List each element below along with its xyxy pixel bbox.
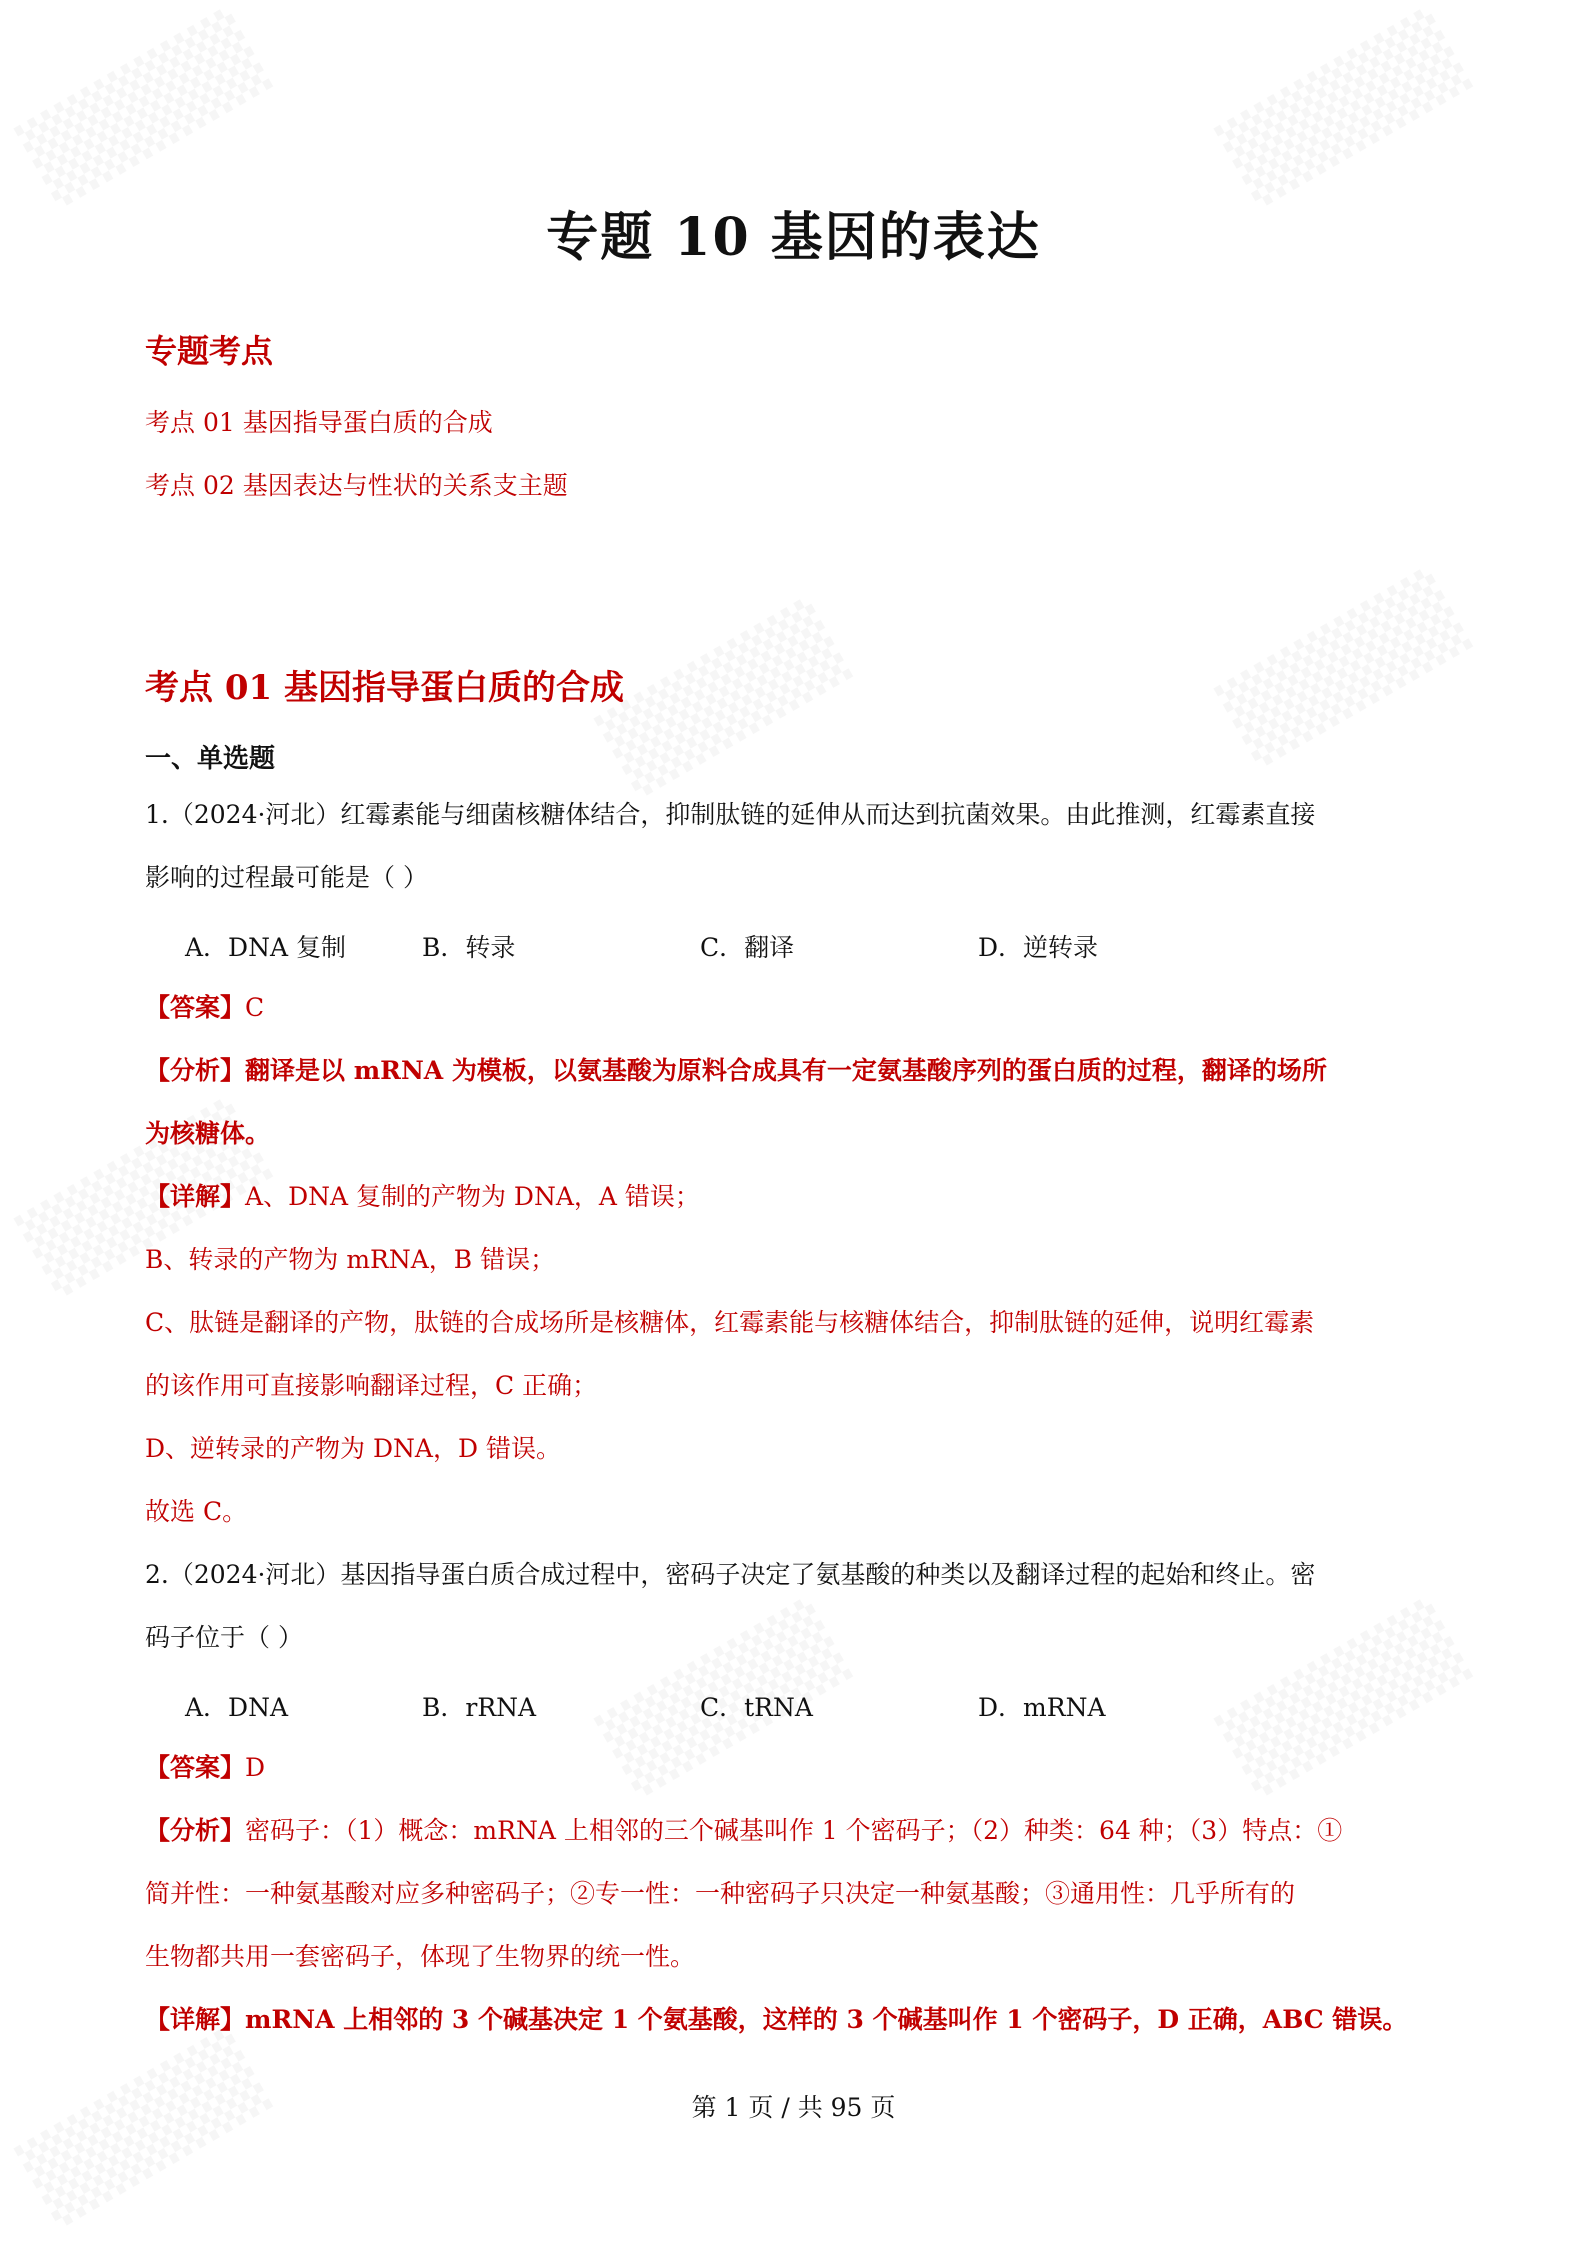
answer-value: C <box>245 993 265 1022</box>
question-2-answer <box>145 1751 1445 1785</box>
question-1-stem: 1.（2024·河北）红霉素能与细菌核糖体结合，抑制肽链的延伸从而达到抗菌效果。由此推测，红霉素直接 <box>145 800 1316 829</box>
question-2-analysis-cont-2: 生物都共用一套密码子，体现了生物界的统一性。 <box>145 1942 696 1971</box>
option-a: A．DNA 复制 <box>185 933 346 962</box>
detail-text: mRNA 上相邻的 3 个碱基决定 1 个氨基酸，这样的 3 个碱基叫作 1 个密码子，D 正确，ABC 错误。 <box>245 2005 1408 2034</box>
analysis-text: 密码子：（1）概念：mRNA 上相邻的三个碱基叫作 1 个密码子；（2）种类：64 种；（3）特点：① <box>245 1816 1343 1845</box>
option-d: D．mRNA <box>978 1693 1106 1722</box>
detail-d: D、逆转录的产物为 DNA，D 错误。 <box>145 1434 561 1463</box>
watermark <box>593 595 853 799</box>
page-title: 专题 10 基因的表达 <box>546 207 1041 268</box>
question-1-detail <box>145 1180 1445 1214</box>
answer-value: D <box>245 1753 266 1782</box>
option-c: C．tRNA <box>700 1693 813 1722</box>
watermark <box>13 5 273 209</box>
question-1-conclusion: 故选 C。 <box>145 1497 248 1526</box>
answer-tag: 【答案】 <box>145 1753 246 1782</box>
toc-item-1[interactable]: 考点 01 基因指导蛋白质的合成 <box>145 408 493 437</box>
option-b: B．rRNA <box>422 1693 537 1722</box>
answer-tag: 【答案】 <box>145 993 246 1022</box>
detail-c: C、肽链是翻译的产物，肽链的合成场所是核糖体，红霉素能与核糖体结合，抑制肽链的延伸，说明红霉素 <box>145 1308 1315 1337</box>
analysis-text: 翻译是以 mRNA 为模板，以氨基酸为原料合成具有一定氨基酸序列的蛋白质的过程，翻译的场所 <box>245 1056 1327 1085</box>
toc-heading: 专题考点 <box>145 332 274 370</box>
question-2-detail <box>145 2003 1445 2037</box>
detail-tag: 【详解】 <box>145 2005 246 2034</box>
option-b: B．转录 <box>422 933 516 962</box>
option-d: D．逆转录 <box>978 933 1099 962</box>
detail-c-cont: 的该作用可直接影响翻译过程，C 正确； <box>145 1371 598 1400</box>
detail-a: A、DNA 复制的产物为 DNA，A 错误； <box>245 1182 700 1211</box>
question-1-analysis <box>145 1054 1445 1088</box>
analysis-tag: 【分析】 <box>145 1816 246 1845</box>
option-a: A．DNA <box>185 1693 289 1722</box>
analysis-tag: 【分析】 <box>145 1056 246 1085</box>
question-2-analysis <box>145 1814 1445 1848</box>
question-2-stem-cont: 码子位于（ ） <box>145 1623 303 1652</box>
option-c: C．翻译 <box>700 933 795 962</box>
question-2-stem: 2.（2024·河北）基因指导蛋白质合成过程中，密码子决定了氨基酸的种类以及翻译过程的起始和终止。密 <box>145 1560 1316 1589</box>
page-footer: 第 1 页 / 共 95 页 <box>691 2093 896 2122</box>
watermark <box>1213 565 1473 769</box>
detail-tag: 【详解】 <box>145 1182 246 1211</box>
watermark <box>13 2025 273 2229</box>
detail-b: B、转录的产物为 mRNA，B 错误； <box>145 1245 556 1274</box>
question-1-analysis-cont: 为核糖体。 <box>145 1119 271 1148</box>
question-type-heading: 一、单选题 <box>145 744 276 774</box>
topic-heading: 考点 01 基因指导蛋白质的合成 <box>145 668 624 708</box>
watermark <box>1213 5 1473 209</box>
toc-item-2[interactable]: 考点 02 基因表达与性状的关系支主题 <box>145 471 568 500</box>
question-1-answer <box>145 991 1445 1025</box>
question-2-analysis-cont: 简并性：一种氨基酸对应多种密码子；②专一性：一种密码子只决定一种氨基酸；③通用性：几乎所有的 <box>145 1879 1296 1908</box>
question-1-stem-cont: 影响的过程最可能是（ ） <box>145 863 428 892</box>
